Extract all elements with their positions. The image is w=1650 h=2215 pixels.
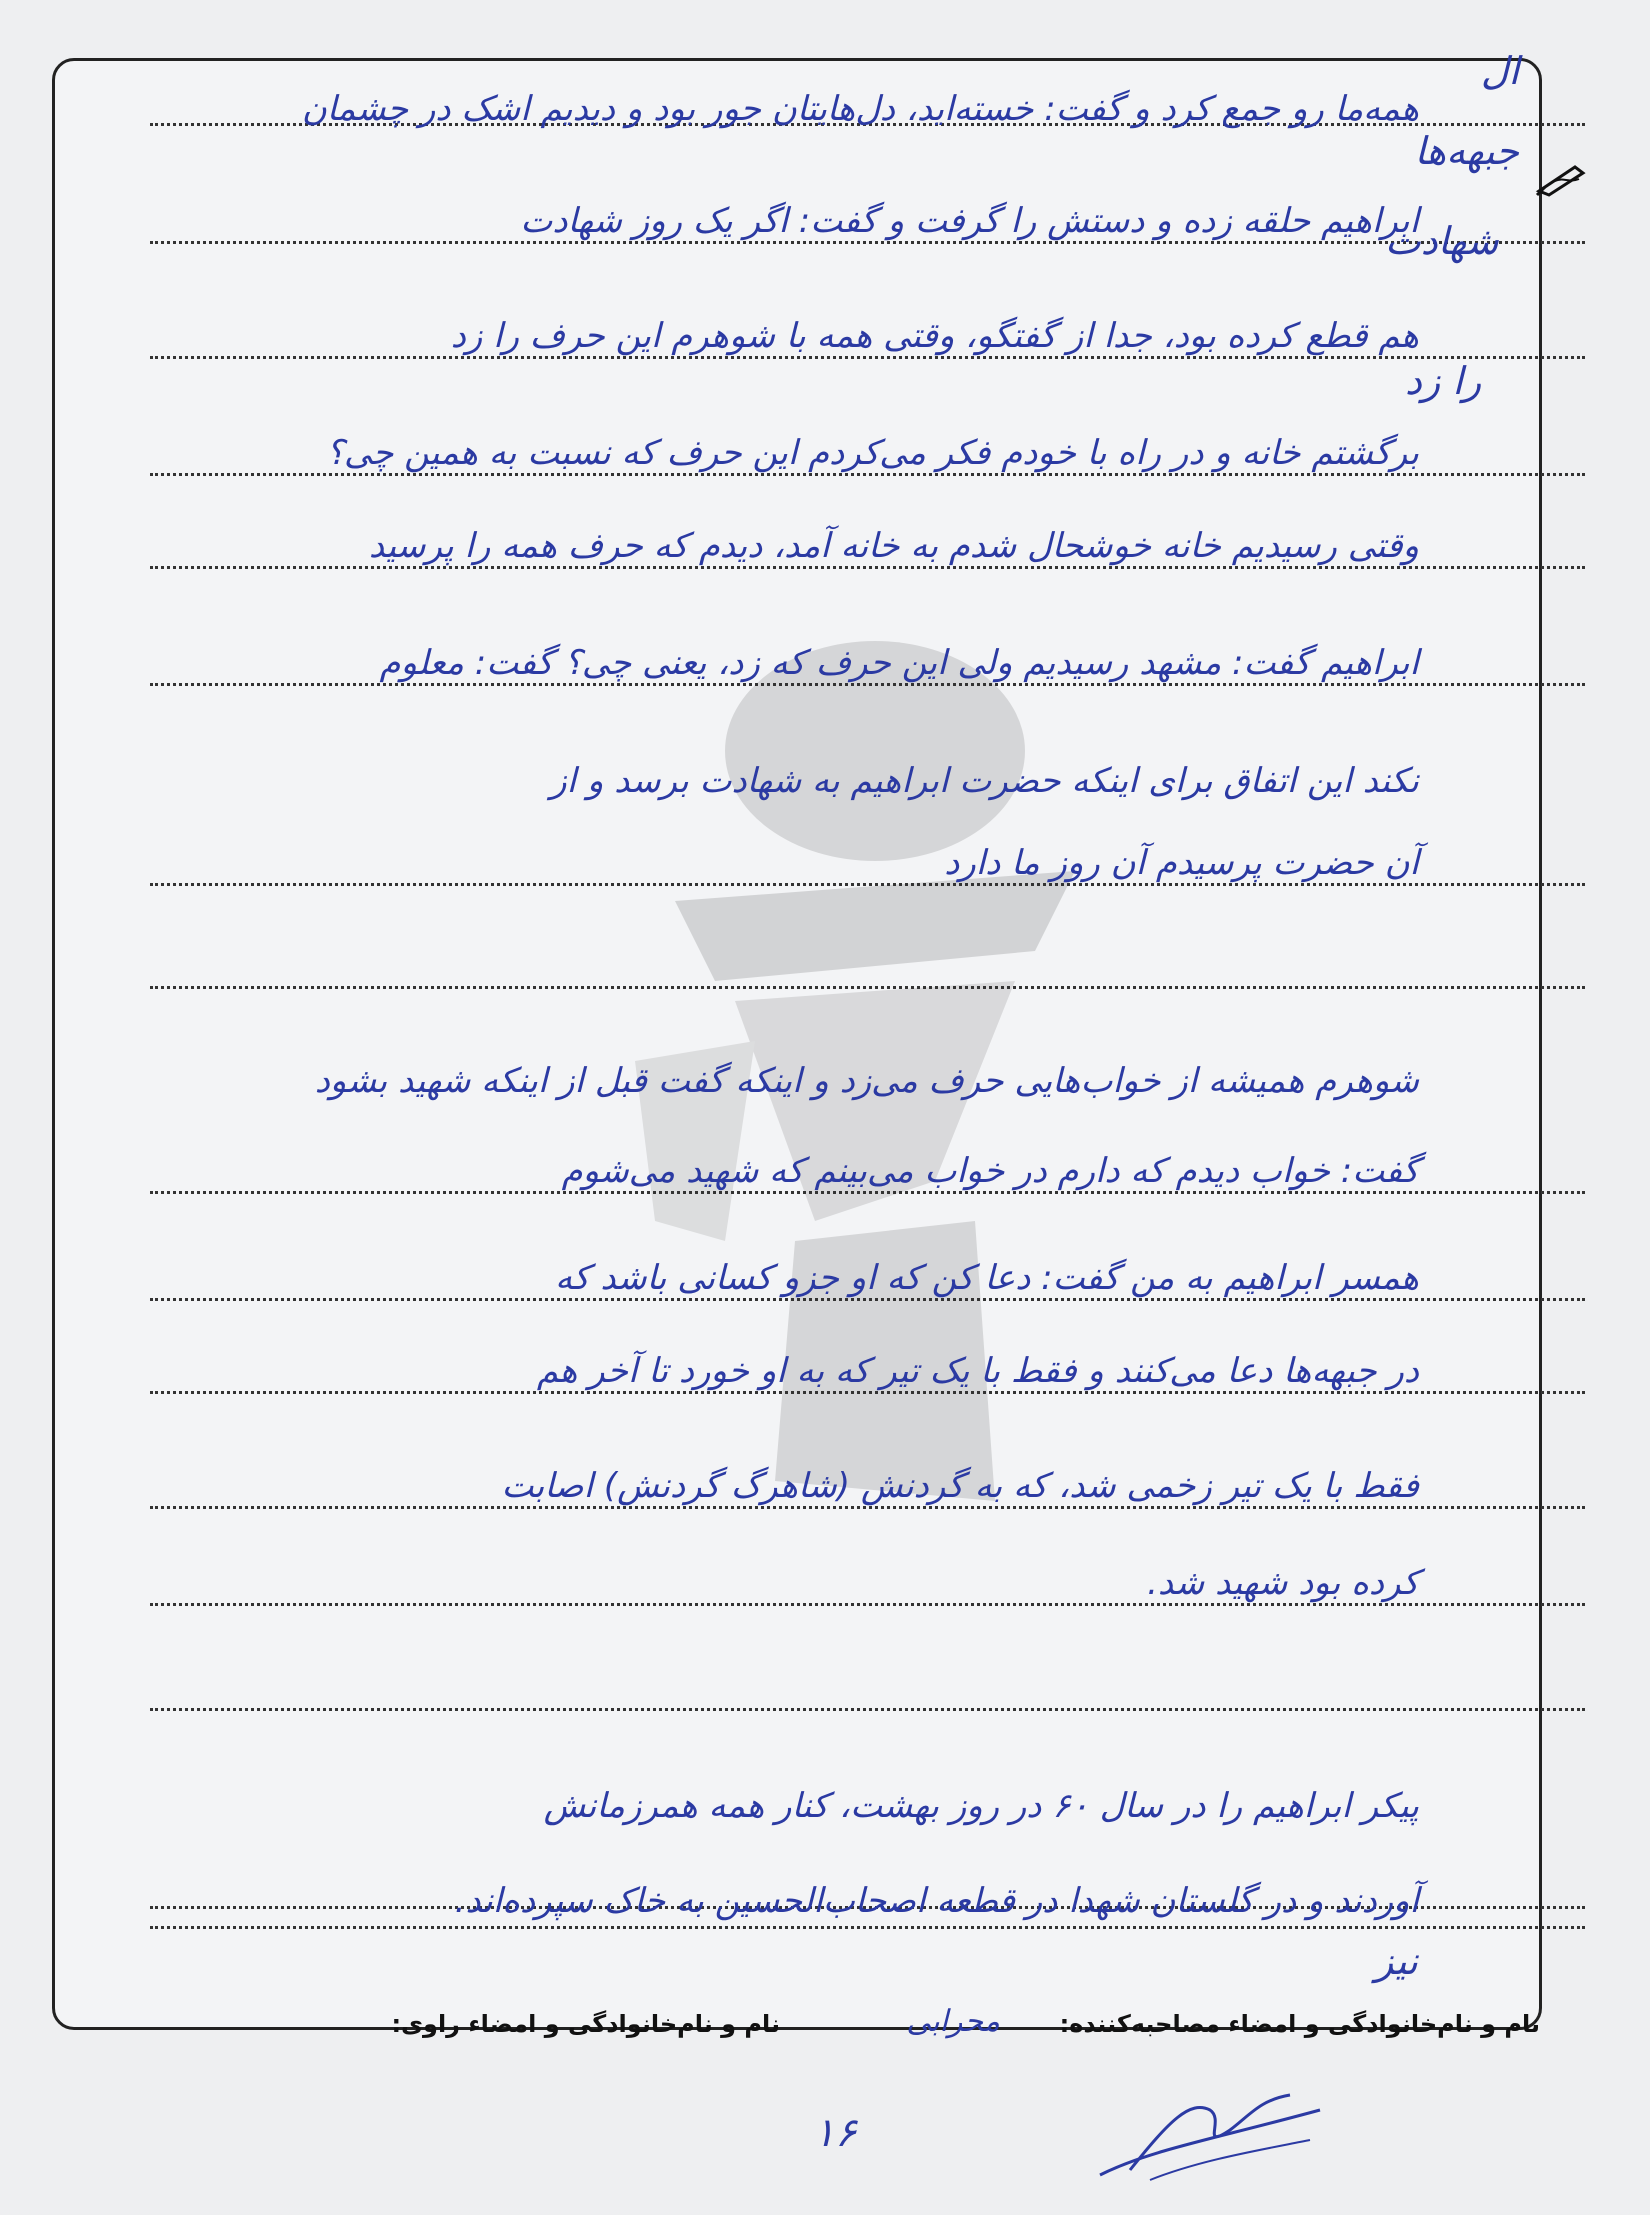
ruled-line xyxy=(150,1708,1585,1711)
handwritten-line: کرده بود شهید شد. xyxy=(1147,1563,1419,1603)
narrator-label: نام و نام‌خانوادگی و امضاء راوی: xyxy=(391,2010,780,2038)
ruled-line xyxy=(150,1506,1585,1509)
pen-icon xyxy=(1535,161,1587,197)
ruled-line xyxy=(150,1391,1585,1394)
margin-note: ال xyxy=(1480,49,1519,93)
signature xyxy=(1090,2080,1330,2190)
form-sheet xyxy=(52,49,1542,2030)
handwritten-line: شوهرم همیشه از خواب‌هایی حرف می‌زد و اینکه گفت قبل از اینکه شهید بشود xyxy=(314,1061,1419,1101)
ruled-line xyxy=(150,1191,1585,1194)
ruled-line xyxy=(150,986,1585,989)
handwritten-line: ابراهیم حلقه زده و دستش را گرفت و گفت: اگر یک روز شهادت xyxy=(520,201,1419,241)
ruled-line xyxy=(150,356,1585,359)
margin-note: نیز xyxy=(1375,1939,1419,1983)
interviewer-label: نام و نام‌خانوادگی و امضاء مصاحبه‌کننده: xyxy=(1059,2010,1540,2038)
ruled-line xyxy=(150,566,1585,569)
ruled-line xyxy=(150,1926,1585,1929)
handwritten-line: پیکر ابراهیم را در سال ۶۰ در روز بهشت، کنار همه همرزمانش xyxy=(543,1786,1419,1826)
handwritten-line: گفت: خواب دیدم که دارم در خواب می‌بینم که شهید می‌شوم xyxy=(561,1151,1419,1191)
handwritten-line: نکند این اتفاق برای اینکه حضرت ابراهیم به شهادت برسد و از xyxy=(550,761,1419,801)
handwritten-line: آن حضرت پرسیدم آن روز ما دارد xyxy=(944,843,1419,883)
ruled-line xyxy=(150,1603,1585,1606)
ruled-line xyxy=(150,883,1585,886)
handwritten-line: هم قطع کرده بود، جدا از گفتگو، وقتی همه با شوهرم این حرف را زد xyxy=(450,316,1419,356)
handwritten-line: برگشتم خانه و در راه با خودم فکر می‌کردم این حرف که نسبت به همین چی؟ xyxy=(325,433,1419,473)
page-number: ۱۶ xyxy=(813,2110,857,2156)
interviewer-name: محرابی xyxy=(906,2004,1000,2039)
handwritten-line: آوردند و در گلستان شهدا در قطعه اصحاب‌الحسین به خاک سپرده‌اند. xyxy=(454,1881,1419,1921)
margin-note: جبهه‌ها xyxy=(1414,129,1519,173)
margin-note: را زد xyxy=(1405,359,1482,403)
ruled-line xyxy=(150,241,1585,244)
form-footer xyxy=(0,2000,1650,2060)
handwritten-line: فقط با یک تیر زخمی شد، که به گردنش (شاهرگ گردنش) اصابت xyxy=(501,1466,1419,1506)
margin-note: شهادت xyxy=(1385,219,1499,263)
ruled-line xyxy=(150,683,1585,686)
ruled-line xyxy=(150,1298,1585,1301)
handwritten-line: ابراهیم گفت: مشهد رسیدیم ولی این حرف که زد، یعنی چی؟ گفت: معلوم xyxy=(379,643,1419,683)
handwritten-line: وقتی رسیدیم خانه خوشحال شدم به خانه آمد، دیدم که حرف همه را پرسید xyxy=(368,526,1419,566)
handwritten-line: همه‌ما رو جمع کرد و گفت: خسته‌اید، دل‌هایتان جور بود و دیدیم اشک در چشمان xyxy=(301,89,1419,129)
handwritten-line: در جبهه‌ها دعا می‌کنند و فقط با یک تیر که به او خورد تا آخر هم xyxy=(536,1351,1419,1391)
handwritten-line: همسر ابراهیم به من گفت: دعا کن که او جزو کسانی باشد که xyxy=(555,1258,1419,1298)
ruled-line xyxy=(150,473,1585,476)
